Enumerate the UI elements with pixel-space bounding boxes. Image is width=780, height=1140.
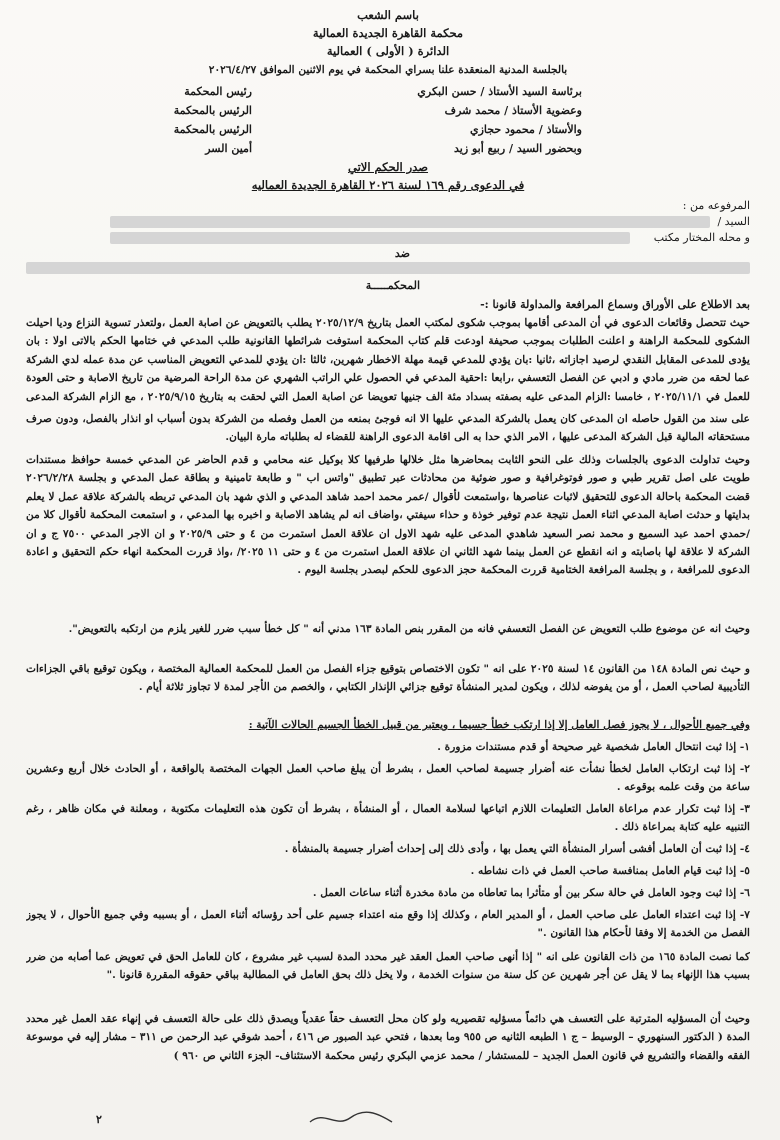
panel-role-2: الرئيس بالمحكمة [173,104,252,117]
redacted-text-2 [110,232,630,244]
panel-role-3: الرئيس بالمحكمة [173,123,252,136]
list-item-4 [26,840,750,859]
list-item-4-text: ٤- إذا ثبت أن العامل أفشى أسرار المنشأة التي يعمل بها ، وأدى ذلك إلى إحداث أضرار جسيمة بالمنشأة . [284,843,750,855]
list-item-5-text: ٥- إذا ثبت قيام العامل بمنافسة صاحب العمل في ذات نشاطه . [470,865,750,877]
paragraph-4 [26,620,750,657]
list-item-1 [26,738,750,757]
paragraph-3-text: وحيث تداولت الدعوى بالجلسات وذلك على النحو الثابت بمحاضرها مثل خلالها طرفيها كلا بوكيل عنه محامي و قدم الحاضر عن المدعي خمسة حوافظ مستندات طويت على اصل تقرير طبي و صور فوتوغرافية و صور ضوئية من محادثات عبر تطبيق "واتس اب " و طابعة تامينية و بطاقة عمل المدعي و بجلسة ٢٠٢٦/٢/٢٨ قضت المحكمة باحالة الدعوى للتحقيق لاثبات عناصرها ،واستمعت لأقوال /عمر محمد احمد شاهد المدعي و الذي شهد بان المدعي تربطه بالشركة علاقة عمل لا يعلم بدايتها و حدثت اصابة المدعي اثناء العمل نتيجة عدم توفير خوذة و حذاء سيفتي ،واضاف انه لم يشاهد الاصابة و اخبره بها المدعي ، و استمعت المحكمة لأقوال كلا من /حمدي احمد عبد السميع و محمد نصر السعيد شاهدي المدعى عليه شهد الاول ان علاقة العمل استمرت من ٤ و حتى ٢٠٢٥/٩ و ان الاجر المدعي ٧٥٠٠ ج و ان الشركة لا علاقة لها باصابته و انه انقطع عن العمل بينما شهد الثاني ان علاقة العمل استمرت من ٤ و حتى ١١ ٢٠٢٥/ ،واذ قررت المحكمة انهاء حكم التحقيق و اعادة الدعوى للمرافعة ، و بجلسة المرافعة الختامية قررت المحكمة حجز الدعوى للحكم لبصدر بجلسة اليوم . [26,454,750,577]
paragraph-6-text: وفي جميع الأحوال ، لا يجوز فصل العامل إلا إذا ارتكب خطأ جسيما ، ويعتبر من قبيل الخطأ الجسيم الحالات الآتية : [248,719,750,731]
paragraph-article-165 [26,948,750,1003]
list-item-7-text: ٧- إذا ثبت اعتداء العامل على صاحب العمل ، أو المدير العام ، وكذلك إذا وقع منه اعتداء جسيم على أحد رؤسائه أثناء العمل ، أو بسببه وفي جميع الأحوال ، لا يجوز الفصل من الخدمة إلا وفقا لأحكام هذا القانون ." [26,909,750,940]
panel-member-4: وبحضور السيد / ربيع أبو زيد [454,142,582,155]
verdict-title: صدر الحكم الاتي [347,160,429,174]
paragraph-article-165-text: كما نصت المادة ١٦٥ من ذات القانون على انه " إذا أنهى صاحب العمل العقد غير محدد المدة لسبب غير مشروع ، كان للعامل الحق في تعويض عما أصابه من ضرر بسبب هذا الإنهاء بما لا يقل عن أجر شهرين عن كل سنة من سنوات الخدمة ، ولا يخل ذلك بحق العامل في المطالبة بباقي حقوقه المقررة قانونا ." [26,951,750,982]
list-item-3 [26,800,750,837]
parties-label: المرفوعه من : [682,199,750,212]
paragraph-1-text: حيث تتحصل وقائعات الدعوى في أن المدعى أقامها بموجب شكوى لمكتب العمل بتاريخ ٢٠٢٥/١٢/٩ يطلب بالتعويض عن اصابة العمل ،ولتعذر تسوية النزاع وديا احيلت الشكوى للمحكمة الراهنة و اعلنت الطلبات بموجب صحيفة اودعت قلم كتاب المحكمة استوفت شرائطها القانونية طلب المدعي في ختامها الحكم بالاتى اولا : بان يؤدى للمدعى المقابل النقدي لرصيد اجازاته ،ثانيا :بان يؤدي للمدعي قيمة مهلة الاخطار شهرين، ثالثا :ان يؤدي للمدعي التعويض المناسب عن مدة عمله لدي الشركة عما لحقه من ضرر مادي و ادبي عن الفصل التعسفي ،رابعا :احقية المدعي في الحصول علي الراتب الشهري عن مدة الراحة المرضية من تاريخ الاصابة و حتى العودة للعمل في ٢٠٢٥/١١/١ ، خامسا :الزام المدعى عليه بصفته بسداد مئة الف جنيها تعويضا عن اصابة العمل التي لحقت به بتاريخ ٢٠٢٥/٩/١٥ ، مع الزام الشركة المدعى [26,317,750,403]
list-item-2-text: ٢- إذا ثبت ارتكاب العامل لخطأ نشأت عنه أضرار جسيمة لصاحب العمل ، بشرط أن يبلغ صاحب العمل الجهات المختصة بالواقعة ، أو الحادث خلال أربع وعشرين ساعة من وقت علمه بوقوعه . [26,763,750,794]
paragraph-2 [26,410,750,447]
redacted-text-3 [26,262,750,274]
redacted-text-1 [110,216,710,228]
paragraph-1 [26,314,750,406]
document-sheet [26,0,750,1140]
panel-member-1: برئاسة السيد الأستاذ / حسن البكري [417,85,582,98]
parties-line-2: و محله المختار مكتب [653,231,750,244]
court-label: المحكمـــــة [365,279,420,292]
panel-role-1: رئيس المحكمة [184,85,252,98]
header-session: بالجلسة المدنية المنعقدة علنا بسراي المحكمة في يوم الاثنين الموافق ٢٠٢٦/٤/٢٧ [208,64,568,76]
list-item-6 [26,884,750,903]
panel-role-4: أمين السر [205,142,252,155]
list-item-5 [26,862,750,881]
against-label: ضد [394,247,410,260]
parties-line-1: السيد / [717,215,750,228]
paragraph-5-text: و حيث نص المادة ١٤٨ من القانون ١٤ لسنة ٢٠٢٥ على انه " تكون الاختصاص بتوقيع جزاء الفصل من العمل للمحكمة العمالية المختصة ، ويكون توقيع باقي الجزاءات التأديبية لصاحب العمل ، أو من يفوضه لذلك ، ويكون لمدير المنشأة توقيع جزائي الإنذار الكتابي ، والخصم من الأجر لمدة لا تجاوز ثلاثة أيام . [26,663,750,694]
opening-line: بعد الاطلاع على الأوراق وسماع المرافعة والمداولة قانونا :- [480,298,750,311]
panel-member-2: وعضوية الأستاذ / محمد شرف [444,104,582,117]
list-item-1-text: ١- إذا ثبت انتحال العامل شخصية غير صحيحة أو قدم مستندات مزورة . [437,741,750,753]
header-circuit: الدائرة ( الأولى ) العمالية [326,44,450,58]
paragraph-3 [26,451,750,617]
list-item-7 [26,906,750,943]
header-court: محكمة القاهرة الجديدة العمالية [312,26,464,40]
header-people: باسم الشعب [357,8,419,22]
paragraph-5 [26,660,750,715]
paragraph-4-text: وحيث انه عن موضوع طلب التعويض عن الفصل التعسفي فانه من المقرر بنص المادة ١٦٣ مدني أنه " كل خطأ سبب ضرر للغير يلزم من ارتكبه بالتعويض". [68,623,750,635]
list-item-3-text: ٣- إذا ثبت تكرار عدم مراعاة العامل التعليمات اللازم اتباعها لسلامة العمال ، أو المنشأة ، بشرط أن تكون هذه التعليمات مكتوبة ، ومعلنة في مكان ظاهر ، رغم التنبيه عليه كتابة بمراعاة ذلك . [26,803,750,834]
paragraph-2-text: على سند من القول حاصله ان المدعى كان يعمل بالشركة المدعي عليها الا انه فوجئ بمنعه من العمل وفصله من الشركة بدون أسباب او انذار بالفصل، ودون صرف مستحقاته المالية قبل الشركة المدعى عليها ، الامر الذي حدا به الى اقامة الدعوى الراهنة للقضاء له بطلباته مارة البيان. [26,413,750,444]
page-number: ٢ [96,1113,102,1126]
list-item-6-text: ٦- إذا ثبت وجود العامل في حالة سكر بين أو متأثرا بما تعاطاه من مادة مخدرة أثناء ساعات العمل . [312,887,750,899]
case-line: في الدعوى رقم ١٦٩ لسنة ٢٠٢٦ القاهرة الجديدة العماليه [251,178,525,192]
paragraph-6 [26,716,750,735]
paragraph-liability [26,1010,750,1102]
paragraph-liability-text: وحيث أن المسؤليه المترتبة على التعسف هي دائماً مسؤليه تقصيريه ولو كان محل التعسف حقاً عقدياً ويصدق ذلك على حالة التعسف في إنهاء عقد العمل غير محدد المدة ( الدكتور السنهوري – الوسيط – ج ١ الطبعه الثانيه ص ٩٥٥ وما بعدها ، فتحي عبد الصبور ص ٤١٦ ، أحمد شوقي عبد الرحمن ص ٣١١ – مشار إليه في موسوعة الفقه والقضاء والتشريع في قانون العمل الجديد – للمستشار / محمد عزمي البكري رئيس محكمة الاستئناف- الجزء الثاني ص ٩٦٠ ) [26,1013,750,1062]
panel-member-3: والأستاذ / محمود حجازي [469,123,582,136]
list-item-2 [26,760,750,797]
signature-mark [306,1108,396,1130]
